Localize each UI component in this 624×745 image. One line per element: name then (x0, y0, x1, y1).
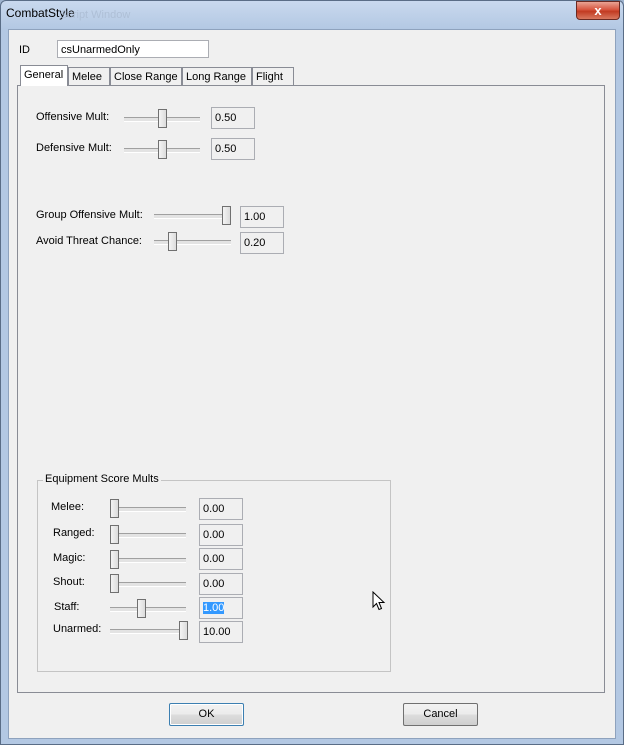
tab-flight[interactable]: Flight (252, 67, 294, 86)
slider-thumb[interactable] (158, 109, 167, 128)
shout-score-value[interactable]: 0.00 (199, 573, 243, 595)
offensive-mult-value[interactable]: 0.50 (211, 107, 255, 129)
slider-thumb[interactable] (179, 621, 188, 640)
slider-track (110, 507, 186, 512)
mouse-pointer-icon (372, 591, 386, 611)
ok-button[interactable]: OK (169, 703, 244, 726)
shout-score-slider[interactable] (110, 574, 186, 593)
background-window-title: Script Window (60, 9, 131, 21)
tab-close-range[interactable]: Close Range (110, 67, 182, 86)
slider-thumb[interactable] (110, 525, 119, 544)
slider-track (110, 558, 186, 563)
slider-track (154, 214, 231, 219)
group-offensive-mult-value[interactable]: 1.00 (240, 206, 284, 228)
tab-melee[interactable]: Melee (68, 67, 110, 86)
ranged-score-slider[interactable] (110, 525, 186, 544)
slider-track (154, 240, 231, 245)
magic-label: Magic: (53, 552, 86, 564)
offensive-mult-slider[interactable] (124, 109, 200, 128)
magic-score-slider[interactable] (110, 550, 186, 569)
slider-thumb[interactable] (158, 140, 167, 159)
slider-track (110, 607, 186, 612)
ranged-label: Ranged: (53, 527, 95, 539)
slider-track (110, 629, 188, 634)
staff-score-value[interactable] (199, 597, 243, 619)
offensive-mult-label: Offensive Mult: (36, 111, 110, 123)
cancel-button[interactable]: Cancel (403, 703, 478, 726)
slider-thumb[interactable] (110, 499, 119, 518)
tab-long-range[interactable]: Long Range (182, 67, 252, 86)
staff-score-slider[interactable] (110, 599, 186, 618)
selected-text: 1.00 (203, 602, 225, 614)
defensive-mult-slider[interactable] (124, 140, 200, 159)
close-icon: x (594, 3, 602, 18)
slider-thumb[interactable] (222, 206, 231, 225)
slider-track (110, 533, 186, 538)
melee-score-value[interactable]: 0.00 (199, 498, 243, 520)
melee-label: Melee: (51, 501, 85, 513)
magic-score-value[interactable]: 0.00 (199, 548, 243, 570)
group-offensive-mult-slider[interactable] (154, 206, 231, 225)
equipment-score-mults-title: Equipment Score Mults (45, 473, 159, 485)
avoid-threat-chance-value[interactable]: 0.20 (240, 232, 284, 254)
id-field[interactable]: csUnarmedOnly (57, 40, 209, 58)
melee-score-slider[interactable] (110, 499, 186, 518)
unarmed-label: Unarmed: (53, 623, 102, 635)
avoid-threat-chance-label: Avoid Threat Chance: (36, 235, 142, 247)
slider-thumb[interactable] (110, 574, 119, 593)
avoid-threat-chance-slider[interactable] (154, 232, 231, 251)
ranged-score-value[interactable]: 0.00 (199, 524, 243, 546)
group-offensive-mult-label: Group Offensive Mult: (36, 209, 143, 221)
staff-label: Staff: (54, 601, 80, 613)
slider-thumb[interactable] (168, 232, 177, 251)
slider-thumb[interactable] (137, 599, 146, 618)
defensive-mult-value[interactable]: 0.50 (211, 138, 255, 160)
tab-general[interactable]: General (20, 65, 68, 86)
id-label: ID (19, 44, 30, 56)
unarmed-score-value[interactable]: 10.00 (199, 621, 243, 643)
slider-track (110, 582, 186, 587)
defensive-mult-label: Defensive Mult: (36, 142, 112, 154)
window-title: CombatStyle (6, 6, 75, 20)
close-button[interactable] (576, 1, 620, 20)
unarmed-score-slider[interactable] (110, 621, 188, 640)
shout-label: Shout: (53, 576, 85, 588)
slider-thumb[interactable] (110, 550, 119, 569)
